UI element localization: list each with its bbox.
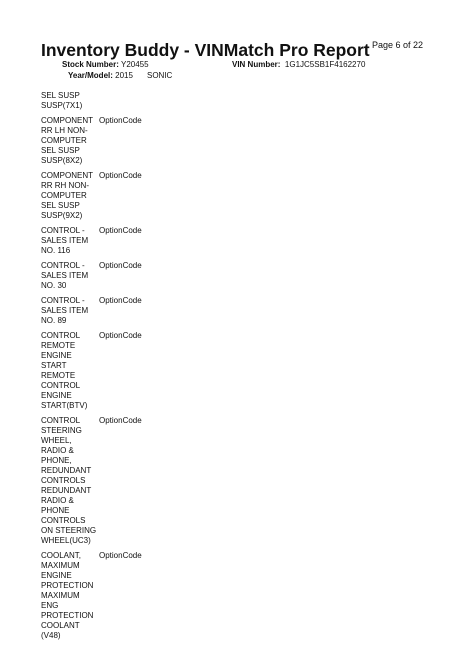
list-item — [41, 331, 241, 411]
year-model-label: Year/Model: — [68, 71, 113, 80]
list-item — [41, 226, 241, 256]
option-name: CONTROL - SALES ITEM NO. 116 — [41, 226, 89, 255]
list-item — [41, 171, 241, 221]
vin-number-value: 1G1JC5SB1F4162270 — [284, 60, 366, 69]
option-list — [41, 91, 241, 646]
option-type: OptionCode — [99, 171, 142, 180]
option-name: CONTROL - SALES ITEM NO. 89 — [41, 296, 89, 325]
stock-number-row — [62, 60, 149, 69]
option-name: CONTROL REMOTE ENGINE START REMOTE CONTROL ENGINE START(BTV) — [41, 331, 88, 410]
option-type: OptionCode — [99, 551, 142, 560]
option-name: COOLANT, MAXIMUM ENGINE PROTECTION MAXIMUM ENG PROTECTION COOLANT (V48) — [41, 551, 94, 640]
option-type: OptionCode — [99, 331, 142, 340]
page-number: Page 6 of 22 — [372, 40, 424, 50]
option-type: OptionCode — [99, 226, 142, 235]
list-item — [41, 91, 241, 111]
model-value: SONIC — [147, 71, 173, 80]
list-item — [41, 416, 241, 546]
option-name: COMPONENT RR RH NON- COMPUTER SEL SUSP SUSP(9X2) — [41, 171, 93, 220]
list-item — [41, 116, 241, 166]
stock-number-label: Stock Number: — [62, 60, 119, 69]
option-type: OptionCode — [99, 261, 142, 270]
option-name: CONTROL STEERING WHEEL, RADIO & PHONE, REDUNDANT CONTROLS REDUNDANT RADIO & PHONE CONTROLS ON STEERING WHEEL(UC3) — [41, 416, 97, 545]
option-name: COMPONENT RR LH NON- COMPUTER SEL SUSP SUSP(8X2) — [41, 116, 93, 165]
report-title: Inventory Buddy - VINMatch Pro Report — [41, 40, 370, 60]
year-value: 2015 — [115, 71, 133, 80]
list-item — [41, 296, 241, 326]
option-type: OptionCode — [99, 116, 142, 125]
option-type: OptionCode — [99, 416, 142, 425]
vin-number-label: VIN Number: — [232, 60, 281, 69]
year-model-row — [68, 71, 133, 80]
option-name: CONTROL - SALES ITEM NO. 30 — [41, 261, 89, 290]
option-type: OptionCode — [99, 296, 142, 305]
stock-number-value: Y20455 — [120, 60, 149, 69]
option-name: SEL SUSP SUSP(7X1) — [41, 91, 83, 110]
vin-number-row — [232, 60, 365, 69]
list-item — [41, 261, 241, 291]
list-item — [41, 551, 241, 641]
